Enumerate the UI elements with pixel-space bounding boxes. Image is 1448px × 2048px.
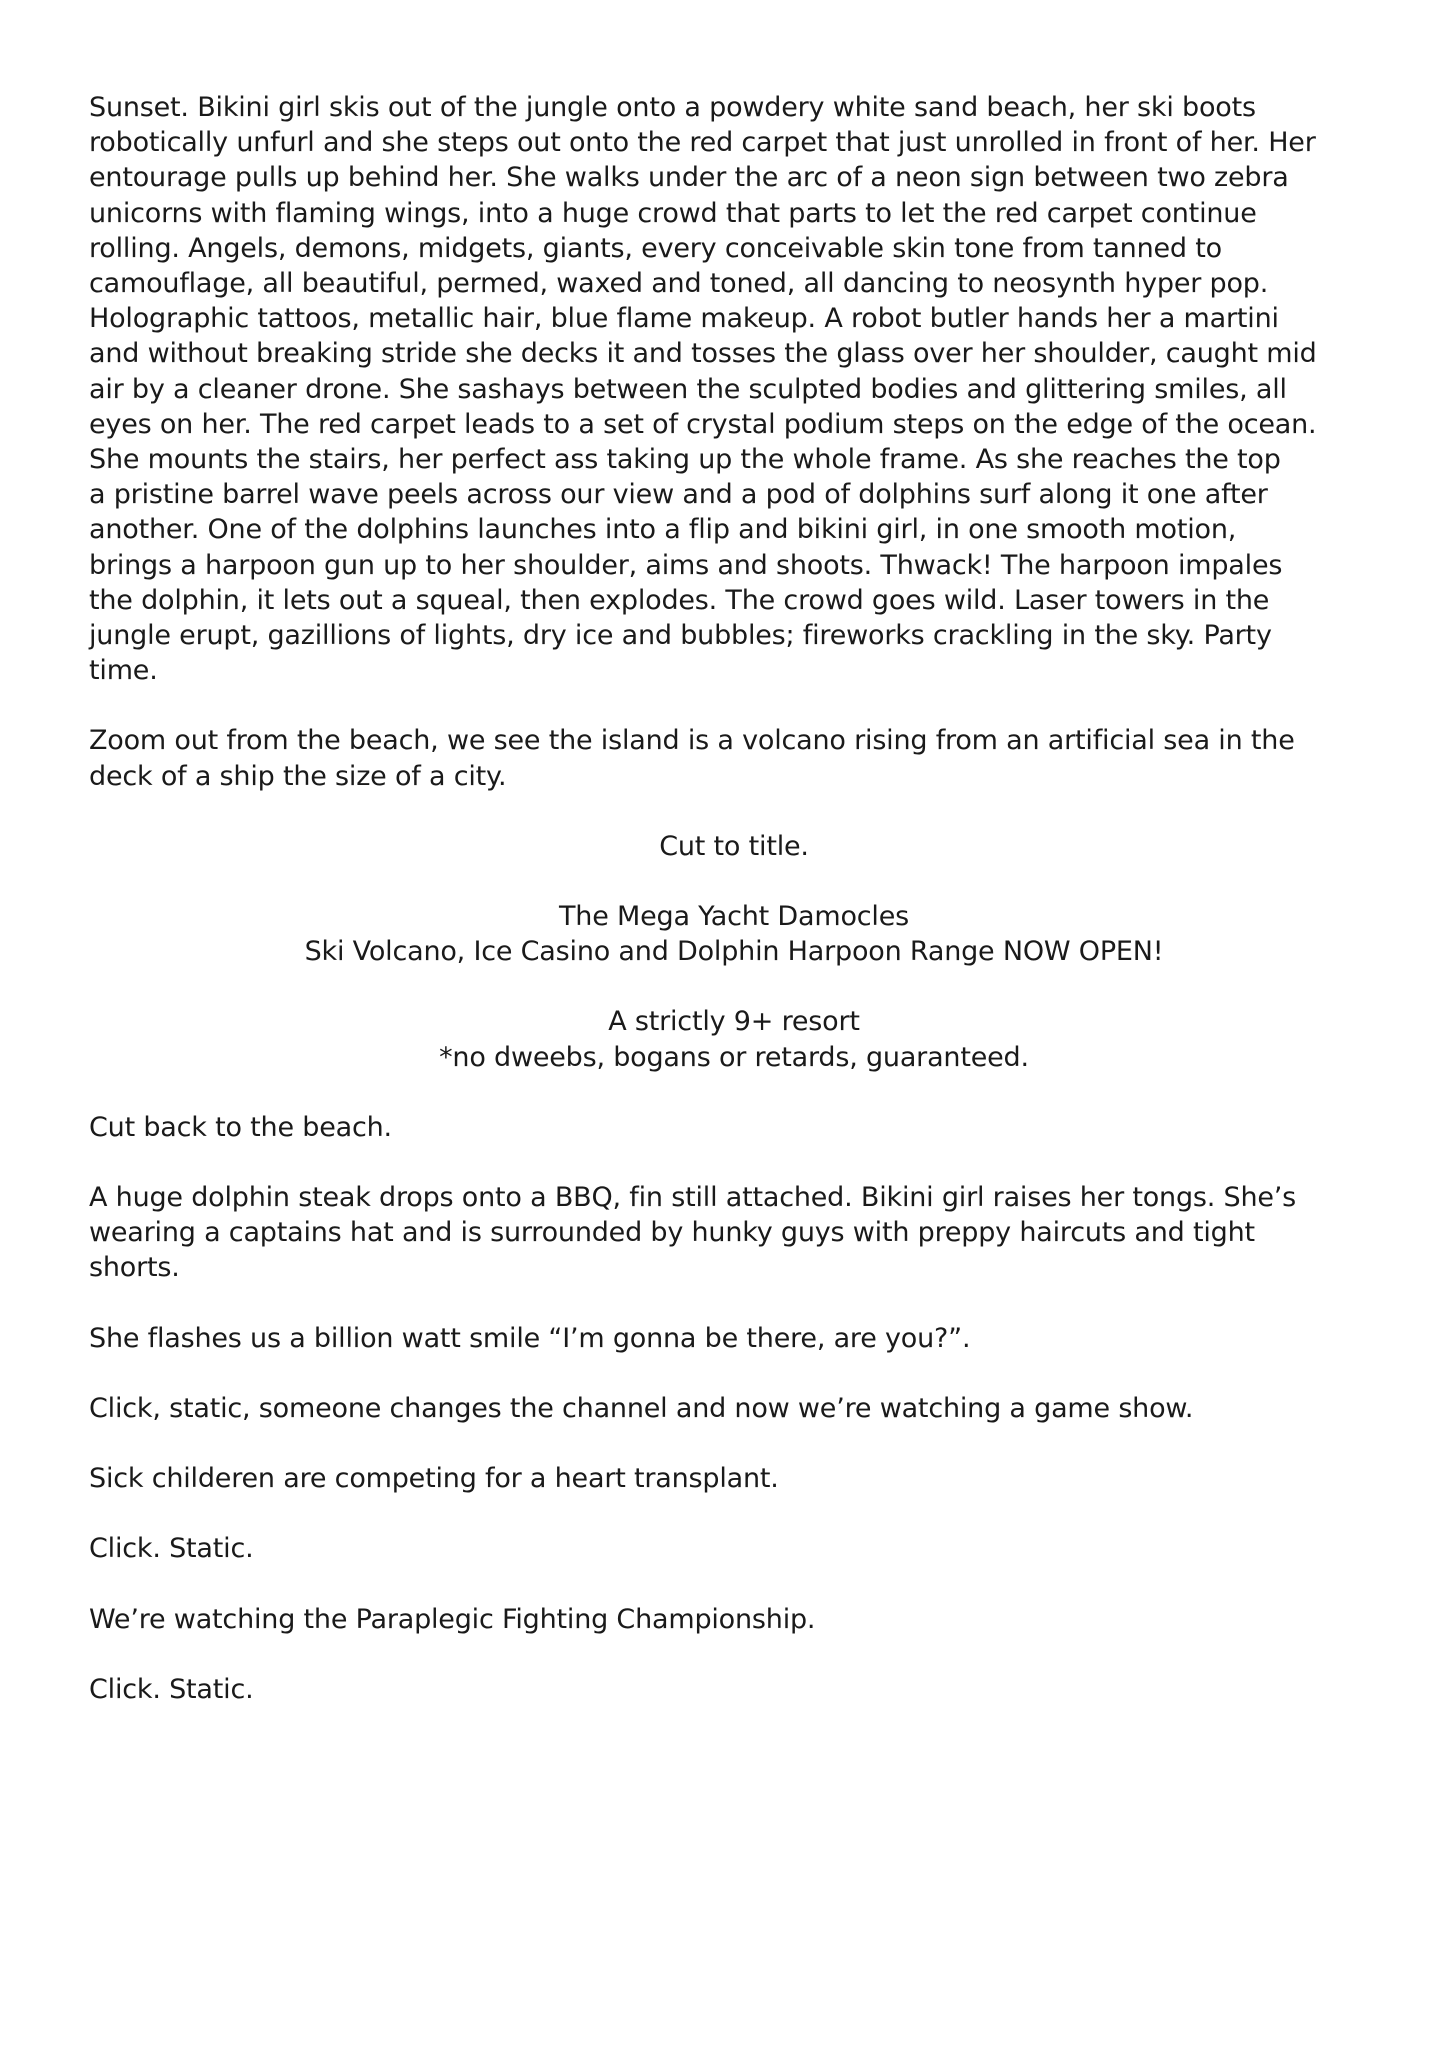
paragraph-game-show: Sick childeren are competing for a heart transplant. (89, 1463, 779, 1495)
document-body (89, 90, 1379, 1742)
paragraph-cut-back: Cut back to the beach. (89, 1111, 392, 1143)
paragraph-zoom-out: Zoom out from the beach, we see the island is a volcano rising from an artificial sea in the deck of a ship the size of a city. (89, 725, 1295, 792)
paragraph-opening-scene: Sunset. Bikini girl skis out of the jungle onto a powdery white sand beach, her ski boots robotically unfurl and she steps out onto the red carpet that just unrolled in front of her. Her entourage pulls up behind her. She walks under the arc of a neon sign between two zebra unicorns with flaming wings, into a huge crowd that parts to let the red carpet continue rolling. Angels, demons, midgets, giants, every conceivable skin tone from tanned to camouflage, all beautiful, permed, waxed and toned, all dancing to neosynth hyper pop. Holographic tattoos, metallic hair, blue flame makeup. A robot butler hands her a martini and without breaking stride she decks it and tosses the glass over her shoulder, caught mid air by a cleaner drone. She sashays between the sculpted bodies and glittering smiles, all eyes on her. The red carpet leads to a set of crystal podium steps on the edge of the ocean. She mounts the stairs, her perfect ass taking up the whole frame. As she reaches the top a pristine barrel wave peels across our view and a pod of dolphins surf along it one after another. One of the dolphins launches into a flip and bikini girl, in one smooth motion, brings a harpoon gun up to her shoulder, aims and shoots. Thwack! The harpoon impales the dolphin, it lets out a squeal, then explodes. The crowd goes wild. Laser towers in the jungle erupt, gazillions of lights, dry ice and bubbles; fireworks crackling in the sky. Party time. (89, 92, 1317, 687)
paragraph-bbq: A huge dolphin steak drops onto a BBQ, fin still attached. Bikini girl raises her tongs. She’s wearing a captains hat and is surrounded by hunky guys with preppy haircuts and tight shorts. (89, 1182, 1297, 1284)
title-card-tagline: A strictly 9+ resort *no dweebs, bogans or retards, guaranteed. (439, 1006, 1029, 1073)
paragraph-channel-change: Click, static, someone changes the channel and now we’re watching a game show. (89, 1392, 1194, 1424)
paragraph-cut-to-title: Cut to title. (659, 830, 809, 862)
paragraph-click-static-2: Click. Static. (89, 1673, 254, 1705)
paragraph-fighting-championship: We’re watching the Paraplegic Fighting Championship. (89, 1603, 816, 1635)
title-card-heading: The Mega Yacht Damocles Ski Volcano, Ice Casino and Dolphin Harpoon Range NOW OPEN! (304, 901, 1164, 968)
paragraph-click-static-1: Click. Static. (89, 1533, 254, 1565)
paragraph-smile: She flashes us a billion watt smile “I’m gonna be there, are you?”. (89, 1322, 971, 1354)
